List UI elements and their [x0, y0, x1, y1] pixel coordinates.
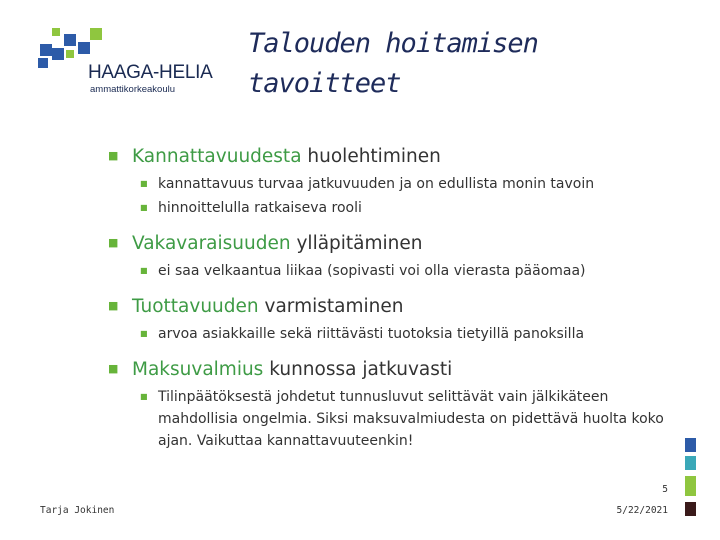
- sub-bullet-text: ei saa velkaantua liikaa (sopivasti voi olla vierasta pääomaa): [158, 263, 586, 279]
- square-bullet-icon: ■: [140, 179, 148, 188]
- sub-bullet-item: [140, 323, 688, 347]
- logo-subtitle: ammattikorkeakoulu: [90, 84, 176, 95]
- bullet-text: ylläpitäminen: [290, 233, 423, 254]
- bullet-text: kunnossa jatkuvasti: [263, 359, 453, 380]
- square-bullet-icon: ■: [108, 236, 119, 249]
- square-bullet-icon: ■: [108, 362, 119, 375]
- square-bullet-icon: ■: [140, 329, 148, 338]
- bullet-keyword: Tuottavuuden: [132, 296, 259, 317]
- slide-title-line-1: Talouden hoitamisen: [248, 28, 538, 59]
- page-number: 5: [662, 484, 668, 495]
- sub-bullet-item: [140, 197, 688, 221]
- bullet-list: [108, 146, 688, 452]
- sub-bullet-text: arvoa asiakkaille sekä riittävästi tuotoksia tietyillä panoksilla: [158, 326, 585, 342]
- footer-author: Tarja Jokinen: [40, 505, 115, 516]
- logo-name: HAAGA-HELIA: [88, 62, 213, 83]
- bullet-item-vakavaraisuus: [108, 233, 688, 296]
- bullet-item-kannattavuus: [108, 146, 688, 233]
- sub-bullet-text: hinnoittelulla ratkaiseva rooli: [158, 200, 362, 216]
- bullet-keyword: Maksuvalmius: [132, 359, 264, 380]
- square-bullet-icon: ■: [108, 299, 119, 312]
- sub-bullet-text: Tilinpäätöksestä johdetut tunnusluvut selittävät vain jälkikäteen mahdollisia ongelmia. Siksi maksuvalmiudesta on pidettävä huolta koko ajan. Vaikuttaa kannattavuuteenkin!: [158, 389, 664, 449]
- bullet-keyword: Vakavaraisuuden: [132, 233, 291, 254]
- bullet-keyword: Kannattavuudesta: [132, 146, 302, 167]
- bullet-item-maksuvalmius: [108, 359, 688, 452]
- square-bullet-icon: ■: [140, 203, 148, 212]
- footer-date: 5/22/2021: [616, 505, 668, 516]
- slide-title-line-2: tavoitteet: [248, 68, 401, 99]
- sub-bullet-item: [140, 386, 688, 452]
- bullet-text: huolehtiminen: [301, 146, 441, 167]
- square-bullet-icon: ■: [140, 266, 148, 275]
- sub-bullet-item: [140, 260, 688, 284]
- slide-title: [248, 24, 538, 104]
- square-bullet-icon: ■: [108, 149, 119, 162]
- bullet-item-tuottavuus: [108, 296, 688, 359]
- square-bullet-icon: ■: [140, 392, 148, 401]
- haaga-helia-logo: [38, 28, 213, 100]
- sub-bullet-text: kannattavuus turvaa jatkuvuuden ja on edullista monin tavoin: [158, 176, 595, 192]
- sub-bullet-item: [140, 173, 688, 197]
- bullet-text: varmistaminen: [258, 296, 404, 317]
